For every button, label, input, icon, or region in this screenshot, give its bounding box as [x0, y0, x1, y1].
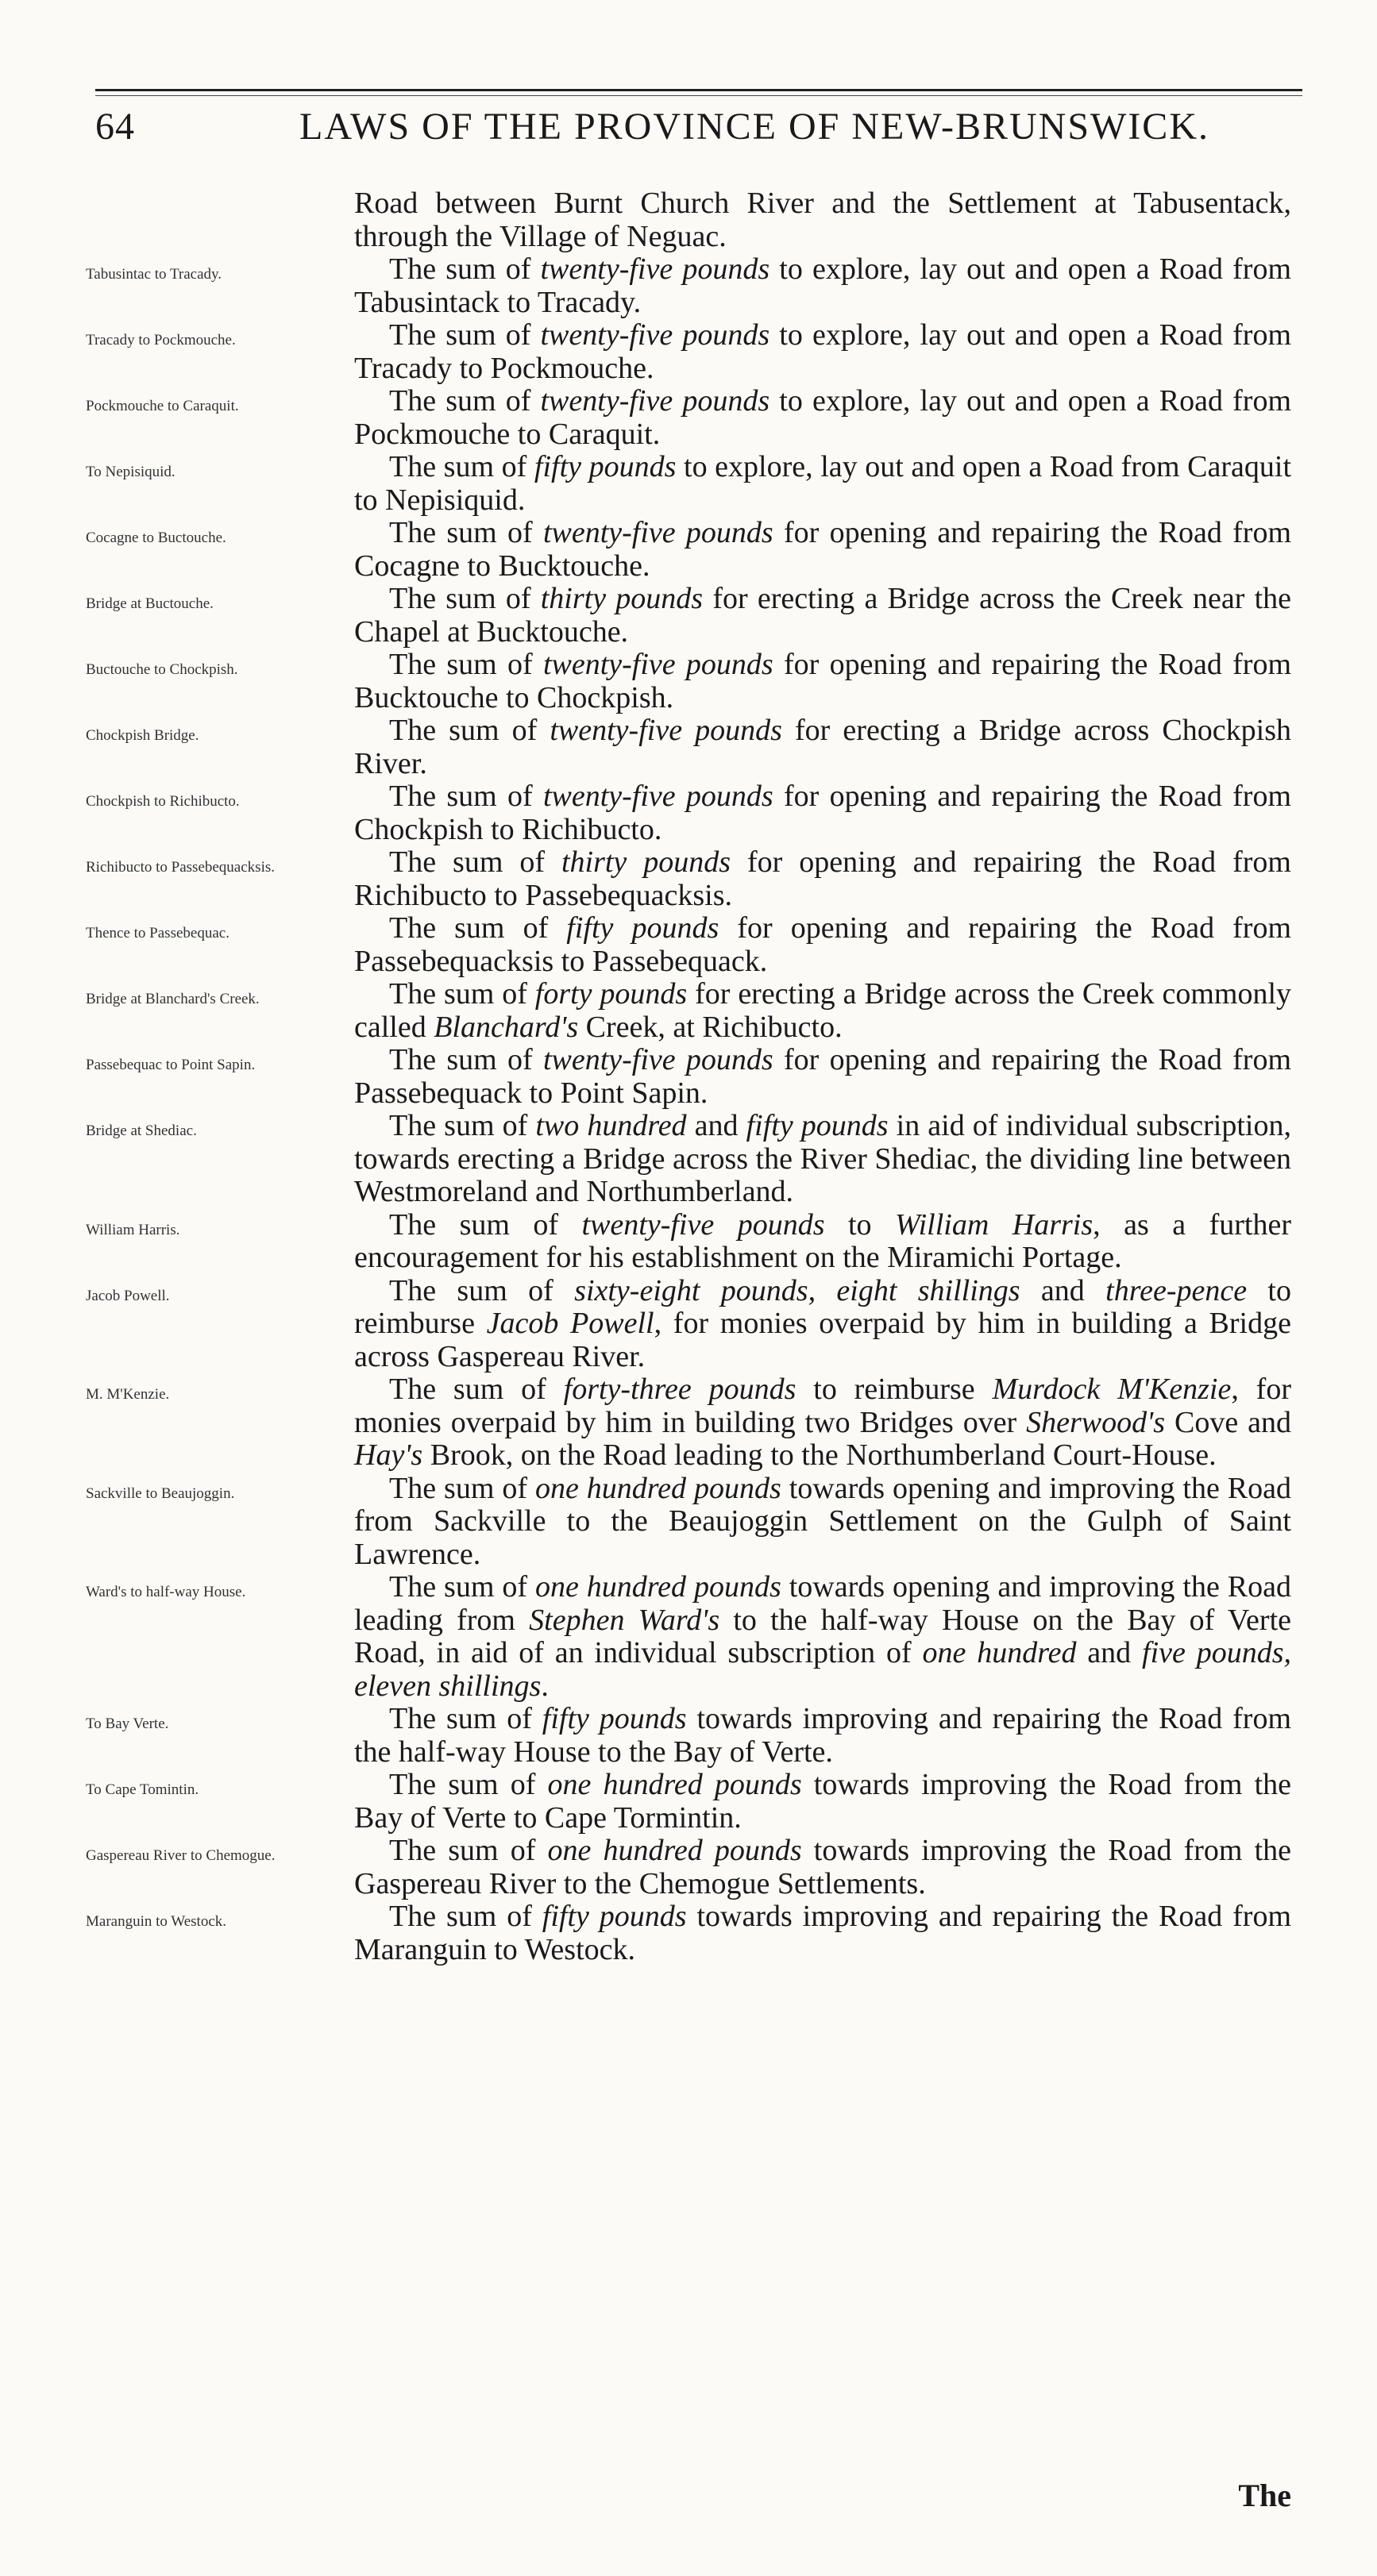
page-header	[95, 100, 1302, 164]
italic-amount: fifty pounds	[534, 450, 677, 483]
entry-text	[354, 1473, 1291, 1572]
entry-text	[354, 319, 1291, 385]
appropriation-entry	[0, 187, 1377, 253]
appropriation-entry	[0, 517, 1377, 583]
text-run: The sum of	[389, 648, 543, 681]
entry-text	[354, 1900, 1291, 1966]
text-run: towards opening and improving the Road leading from	[354, 1570, 1292, 1637]
text-run: The sum of	[389, 1109, 536, 1142]
appropriation-entry	[0, 978, 1377, 1044]
margin-note: Bridge at Blanchard's Creek.	[86, 991, 260, 1007]
text-run: The sum of	[389, 1900, 542, 1933]
text-run: Creek, at Richibucto.	[578, 1010, 843, 1044]
text-run: to reimburse	[796, 1373, 993, 1406]
appropriation-entry	[0, 714, 1377, 780]
appropriation-entry	[0, 451, 1377, 517]
margin-note: Cocagne to Buctouche.	[86, 529, 226, 546]
italic-amount: one hundred pounds	[534, 1570, 781, 1604]
italic-amount: Sherwood's	[1026, 1405, 1166, 1439]
entry-text	[354, 451, 1291, 517]
text-run: towards improving and repairing the Road from the half-way House to the Bay of Verte.	[354, 1702, 1291, 1769]
italic-amount: three-pence	[1105, 1273, 1248, 1307]
italic-amount: twenty-five pounds	[581, 1207, 825, 1242]
italic-amount: William Harris	[895, 1207, 1094, 1242]
italic-amount: Blanchard's	[434, 1010, 579, 1044]
appropriation-entry	[0, 1703, 1377, 1769]
text-run: The sum of	[389, 780, 543, 813]
text-run: .	[541, 1669, 549, 1703]
text-run: to explore, lay out and open a Road from Tracady to Pockmouche.	[354, 318, 1292, 385]
appropriation-entry	[0, 1571, 1377, 1703]
margin-note: Jacob Powell.	[86, 1287, 170, 1304]
italic-amount: one hundred pounds	[534, 1471, 781, 1505]
running-title: LAWS OF THE PROVINCE OF NEW-BRUNSWICK.	[299, 106, 1209, 148]
entry-text	[354, 649, 1291, 714]
text-run: The sum of	[389, 1207, 582, 1242]
catchword: The	[1238, 2478, 1291, 2513]
text-run: and	[1076, 1636, 1143, 1669]
italic-amount: one hundred pounds	[547, 1768, 802, 1801]
entry-text	[354, 385, 1291, 451]
margin-note: M. M'Kenzie.	[86, 1386, 170, 1403]
entry-text	[354, 912, 1291, 978]
italic-amount: one hundred pounds	[547, 1834, 802, 1867]
text-run: in aid of individual subscription, towards erecting a Bridge across the River Shediac, the dividing line between Westmoreland and Northumberland.	[354, 1109, 1291, 1208]
margin-note: Thence to Passebequac.	[86, 925, 230, 941]
appropriation-entry	[0, 649, 1377, 714]
margin-note: To Bay Verte.	[86, 1715, 169, 1732]
text-run: to explore, lay out and open a Road from Caraquit to Nepisiquid.	[354, 450, 1291, 517]
italic-amount: twenty-five pounds	[542, 1043, 773, 1076]
italic-amount: twenty-five pounds	[540, 384, 770, 418]
text-run: The sum of	[389, 911, 567, 945]
text-run: The sum of	[389, 845, 561, 879]
text-run: Brook, on the Road leading to the Northumberland Court-House.	[422, 1438, 1217, 1472]
margin-note: Richibucto to Passebequacksis.	[86, 859, 275, 876]
text-run: towards improving and repairing the Road from Maranguin to Westock.	[354, 1900, 1291, 1966]
italic-amount: sixty-eight pounds, eight shillings	[574, 1273, 1020, 1307]
text-run: to explore, lay out and open a Road from Pockmouche to Caraquit.	[354, 384, 1292, 451]
italic-amount: Jacob Powell	[486, 1307, 654, 1340]
text-run: for opening and repairing the Road from Chockpish to Richibucto.	[354, 780, 1292, 846]
text-run: The sum of	[389, 977, 535, 1011]
margin-note: Pockmouche to Caraquit.	[86, 398, 239, 414]
text-run: for opening and repairing the Road from Passebequacksis to Passebequack.	[354, 911, 1292, 978]
text-run: to reimburse	[354, 1273, 1291, 1340]
margin-note: Chockpish to Richibucto.	[86, 793, 240, 810]
text-run: towards improving the Road from the Gaspereau River to the Chemogue Settlements.	[354, 1834, 1292, 1900]
italic-amount: twenty-five pounds	[542, 516, 773, 549]
margin-note: Bridge at Shediac.	[86, 1122, 197, 1139]
entry-text	[354, 253, 1291, 319]
appropriation-entry	[0, 583, 1377, 649]
header-rule	[95, 89, 1302, 91]
entry-text	[354, 978, 1291, 1044]
text-run: The sum of	[389, 714, 550, 747]
italic-amount: twenty-five pounds	[550, 714, 782, 747]
text-run: The sum of	[389, 384, 541, 418]
margin-note: Chockpish Bridge.	[86, 727, 199, 744]
text-run: , for monies overpaid by him in building two Bridges over	[354, 1373, 1291, 1439]
italic-amount: one hundred	[922, 1636, 1077, 1669]
italic-amount: Stephen Ward's	[529, 1603, 720, 1637]
appropriation-entry	[0, 319, 1377, 385]
text-run: The sum of	[389, 450, 534, 483]
italic-amount: twenty-five pounds	[542, 648, 773, 681]
margin-note: To Nepisiquid.	[86, 464, 176, 480]
text-run: The sum of	[389, 1373, 564, 1406]
text-run: to explore, lay out and open a Road from Tabusintack to Tracady.	[354, 252, 1292, 319]
text-run: Cove and	[1165, 1405, 1291, 1439]
italic-amount: twenty-five pounds	[540, 252, 770, 286]
margin-note: To Cape Tomintin.	[86, 1781, 199, 1798]
header-rule-thin	[95, 95, 1302, 96]
italic-amount: twenty-five pounds	[540, 318, 770, 352]
appropriation-entry	[0, 780, 1377, 846]
margin-note: Tabusintac to Tracady.	[86, 266, 222, 283]
appropriation-entry	[0, 912, 1377, 978]
appropriation-entry	[0, 1900, 1377, 1966]
appropriation-entry	[0, 385, 1377, 451]
text-run: for opening and repairing the Road from Passebequack to Point Sapin.	[354, 1043, 1292, 1110]
text-run: for opening and repairing the Road from Cocagne to Bucktouche.	[354, 516, 1292, 583]
margin-note: Passebequac to Point Sapin.	[86, 1057, 256, 1073]
italic-amount: thirty pounds	[540, 582, 704, 615]
margin-note: Ward's to half-way House.	[86, 1584, 246, 1600]
entry-text	[354, 846, 1291, 912]
entry-text	[354, 714, 1291, 780]
entry-text	[354, 187, 1291, 253]
entry-text	[354, 517, 1291, 583]
margin-note: Bridge at Buctouche.	[86, 595, 214, 612]
appropriation-entry	[0, 1835, 1377, 1900]
italic-amount: Hay's	[354, 1438, 423, 1472]
text-run: for opening and repairing the Road from Richibucto to Passebequacksis.	[354, 845, 1291, 912]
margin-note: Tracady to Pockmouche.	[86, 332, 236, 348]
text-run: The sum of	[389, 318, 541, 352]
entry-text	[354, 1835, 1291, 1900]
entry-text	[354, 1703, 1291, 1769]
entry-text	[354, 1209, 1291, 1275]
appropriation-entry	[0, 1110, 1377, 1209]
page-number: 64	[95, 106, 135, 148]
text-run: The sum of	[389, 1570, 535, 1604]
italic-amount: Murdock M'Kenzie	[992, 1373, 1232, 1406]
entry-text	[354, 1110, 1291, 1209]
italic-amount: forty-three pounds	[563, 1373, 796, 1406]
margin-note: Buctouche to Chockpish.	[86, 661, 238, 678]
text-run: The sum of	[389, 516, 543, 549]
italic-amount: forty pounds	[534, 977, 688, 1011]
appropriation-entry	[0, 846, 1377, 912]
appropriation-entry	[0, 1769, 1377, 1835]
text-run: The sum of	[389, 1768, 548, 1801]
text-run: , for monies overpaid by him in building a Bridge across Gaspereau River.	[354, 1307, 1291, 1373]
italic-amount: fifty pounds	[746, 1109, 889, 1142]
text-run: , as a further encouragement for his establishment on the Miramichi Portage.	[354, 1207, 1291, 1274]
text-run: Road between Burnt Church River and the Settlement at Tabusentack, through the Village of Neguac.	[354, 187, 1291, 253]
entry-text	[354, 583, 1291, 649]
text-run: for erecting a Bridge across the Creek near the Chapel at Bucktouche.	[354, 582, 1291, 649]
text-run: The sum of	[389, 1273, 575, 1307]
text-run: to the half-way House on the Bay of Verte Road, in aid of an individual subscription of	[354, 1603, 1291, 1669]
text-run: The sum of	[389, 582, 541, 615]
text-run: to	[824, 1207, 896, 1242]
text-run: The sum of	[389, 1834, 548, 1867]
italic-amount: fifty pounds	[542, 1702, 687, 1735]
appropriation-entry	[0, 1373, 1377, 1473]
italic-amount: twenty-five pounds	[542, 780, 773, 813]
appropriation-entry	[0, 1209, 1377, 1275]
text-run: The sum of	[389, 1471, 535, 1505]
text-run: and	[686, 1109, 746, 1142]
text-run: and	[1020, 1273, 1106, 1307]
margin-note: Gaspereau River to Chemogue.	[86, 1847, 276, 1864]
entry-text	[354, 1044, 1291, 1110]
italic-amount: two hundred	[535, 1109, 687, 1142]
margin-note: Sackville to Beaujoggin.	[86, 1484, 235, 1502]
text-run: for erecting a Bridge across Chockpish River.	[354, 714, 1291, 780]
entry-text	[354, 1373, 1291, 1473]
margin-note: William Harris.	[86, 1221, 180, 1238]
entry-text	[354, 1769, 1291, 1835]
appropriation-entry	[0, 1275, 1377, 1374]
appropriation-entry	[0, 1473, 1377, 1572]
entry-text	[354, 780, 1291, 846]
text-run: The sum of	[389, 252, 541, 286]
page-body	[0, 187, 1377, 1966]
entry-text	[354, 1275, 1291, 1374]
text-run: for erecting a Bridge across the Creek commonly called	[354, 977, 1291, 1044]
margin-note: Maranguin to Westock.	[86, 1913, 227, 1930]
italic-amount: fifty pounds	[542, 1900, 687, 1933]
entry-text	[354, 1571, 1291, 1703]
appropriation-entry	[0, 1044, 1377, 1110]
text-run: towards opening and improving the Road from Sackville to the Beaujoggin Settlement on the Gulph of Saint Lawrence.	[354, 1471, 1292, 1571]
text-run: for opening and repairing the Road from Bucktouche to Chockpish.	[354, 648, 1292, 714]
italic-amount: fifty pounds	[566, 911, 719, 945]
italic-amount: five pounds, eleven shillings	[354, 1636, 1291, 1703]
text-run: The sum of	[389, 1702, 542, 1735]
appropriation-entry	[0, 253, 1377, 319]
italic-amount: thirty pounds	[561, 845, 731, 879]
text-run: The sum of	[389, 1043, 543, 1076]
text-run: towards improving the Road from the Bay of Verte to Cape Tormintin.	[354, 1768, 1292, 1835]
